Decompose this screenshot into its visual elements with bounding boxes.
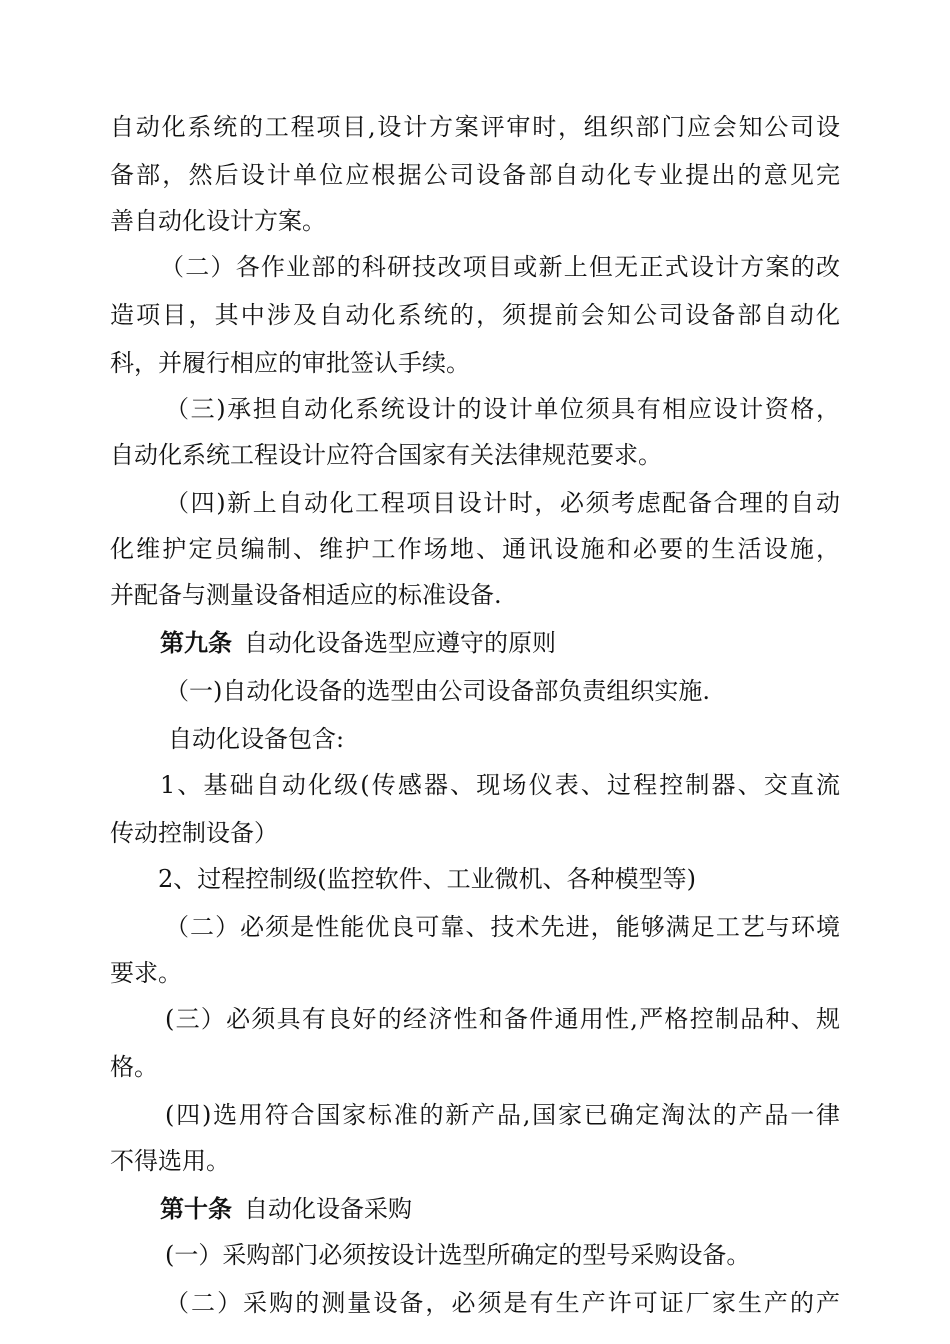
- text-line: 格。: [110, 1053, 158, 1081]
- text-line: 科，并履行相应的审批签认手续。: [110, 349, 470, 377]
- text-line: 善自动化设计方案。: [110, 207, 326, 235]
- text-line: 1、基础自动化级(传感器、现场仪表、过程控制器、交直流: [160, 771, 840, 799]
- text-line: 造项目，其中涉及自动化系统的，须提前会知公司设备部自动化: [110, 301, 840, 329]
- text-line: （二）必须是性能优良可靠、技术先进，能够满足工艺与环境: [165, 913, 840, 941]
- text-line: 自动化设备包含:: [168, 725, 345, 753]
- article-title: 自动化设备采购: [244, 1195, 412, 1223]
- text-line: 备部，然后设计单位应根据公司设备部自动化专业提出的意见完: [110, 161, 840, 189]
- text-line: （二）采购的测量设备，必须是有生产许可证厂家生产的产: [165, 1289, 840, 1317]
- text-line: (三）必须具有良好的经济性和备件通用性,严格控制品种、规: [165, 1005, 840, 1033]
- text-line: （二）各作业部的科研技改项目或新上但无正式设计方案的改: [160, 253, 840, 281]
- text-line: (一）采购部门必须按设计选型所确定的型号采购设备。: [165, 1241, 751, 1269]
- text-line: （四)新上自动化工程项目设计时，必须考虑配备合理的自动: [165, 489, 840, 517]
- text-line: 化维护定员编制、维护工作场地、通讯设施和必要的生活设施，: [110, 535, 840, 563]
- text-line: (四)选用符合国家标准的新产品,国家已确定淘汰的产品一律: [165, 1101, 840, 1129]
- text-line: 自动化系统工程设计应符合国家有关法律规范要求。: [110, 441, 662, 469]
- article-10-heading: [160, 1192, 412, 1226]
- text-line: 不得选用。: [110, 1147, 230, 1175]
- text-line: 并配备与测量设备相适应的标准设备.: [110, 581, 502, 609]
- article-9-heading: [160, 626, 556, 660]
- article-title: 自动化设备选型应遵守的原则: [244, 629, 556, 657]
- text-line: （三)承担自动化系统设计的设计单位须具有相应设计资格，: [165, 395, 840, 423]
- article-label: 第十条: [160, 1194, 232, 1223]
- text-line: 2、过程控制级(监控软件、工业微机、各种模型等): [158, 865, 696, 893]
- text-line: 传动控制设备）: [110, 819, 278, 847]
- article-label: 第九条: [160, 628, 232, 657]
- text-line: （一)自动化设备的选型由公司设备部负责组织实施.: [165, 677, 710, 705]
- text-line: 要求。: [110, 959, 182, 987]
- text-line: 自动化系统的工程项目,设计方案评审时，组织部门应会知公司设: [110, 113, 840, 141]
